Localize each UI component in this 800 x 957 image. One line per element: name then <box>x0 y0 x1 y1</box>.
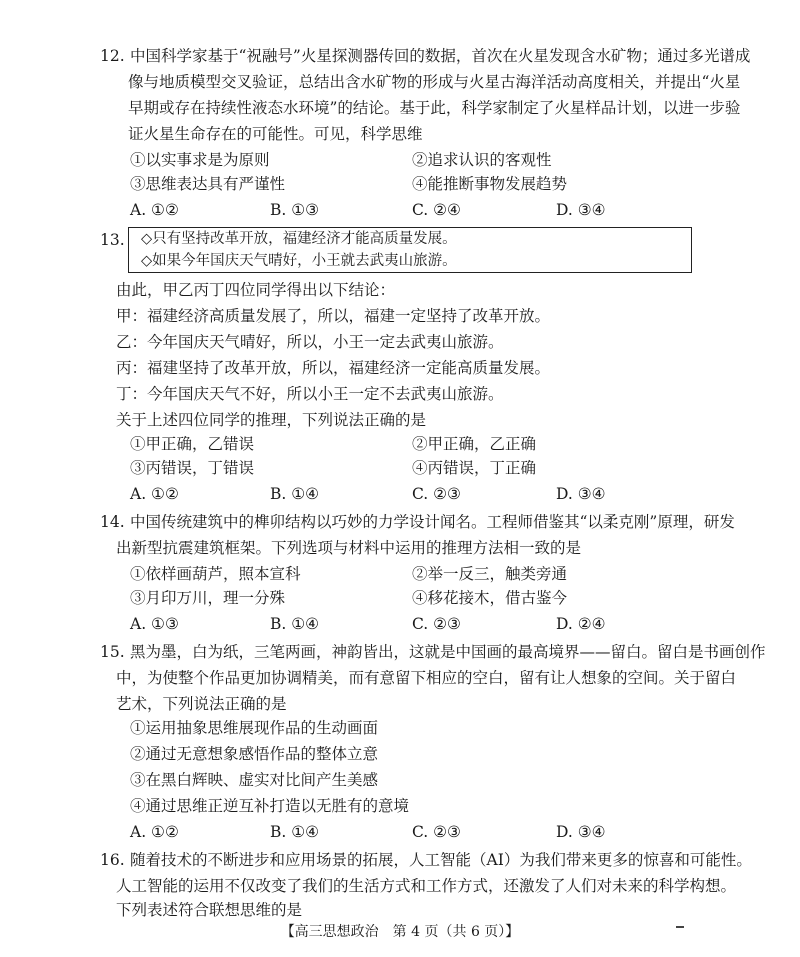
q12-choice-d: D. ③④ <box>556 201 606 219</box>
q12-choice-c: C. ②④ <box>412 201 461 219</box>
q13-stem-line-4: 丙：福建坚持了改革开放，所以，福建经济一定能高质量发展。 <box>116 359 551 377</box>
q12-stem-line-4: 证火星生命存在的可能性。可见，科学思维 <box>128 125 423 143</box>
q14-choice-b: B. ①④ <box>270 615 320 633</box>
q12-statement-1: ①以实事求是为原则 <box>130 151 270 169</box>
q13-statement-4: ④丙错误，丁正确 <box>412 459 537 477</box>
q13-statement-3: ③丙错误，丁错误 <box>130 459 255 477</box>
q15-statement-4: ④通过思维正逆互补打造以无胜有的意境 <box>130 797 410 815</box>
q14-choice-d: D. ②④ <box>556 615 606 633</box>
q12-statement-3: ③思维表达具有严谨性 <box>130 175 286 193</box>
q13-choice-c: C. ②③ <box>412 485 461 503</box>
page-mark <box>676 926 684 928</box>
q12-statement-2: ②追求认识的客观性 <box>412 151 552 169</box>
q13-stem-line-6: 关于上述四位同学的推理，下列说法正确的是 <box>116 411 427 429</box>
q16-stem-line-3: 下列表述符合联想思维的是 <box>116 901 303 919</box>
q16-number: 16. <box>100 851 125 869</box>
q16-stem-line-1: 随着技术的不断进步和应用场景的拓展，人工智能（AI）为我们带来更多的惊喜和可能性。 <box>130 851 752 869</box>
q14-choice-c: C. ②③ <box>412 615 461 633</box>
page-footer: 【高三思想政治 第 4 页（共 6 页）】 <box>280 924 520 940</box>
q15-statement-3: ③在黑白辉映、虚实对比间产生美感 <box>130 771 379 789</box>
q12-stem-line-1: 中国科学家基于“祝融号”火星探测器传回的数据，首次在火星发现含水矿物；通过多光谱成 <box>130 47 751 65</box>
q13-choice-d: D. ③④ <box>556 485 606 503</box>
q12-choice-b: B. ①③ <box>270 201 320 219</box>
q15-choice-a: A. ①② <box>130 823 179 841</box>
q14-number: 14. <box>100 513 125 531</box>
q14-choice-a: A. ①③ <box>130 615 179 633</box>
q12-number: 12. <box>100 47 125 65</box>
q15-stem-line-2: 中，为使整个作品更加协调精美，而有意留下相应的空白，留有让人想象的空间。关于留白 <box>116 669 737 687</box>
q15-number: 15. <box>100 643 125 661</box>
q15-choice-d: D. ③④ <box>556 823 606 841</box>
q13-choice-b: B. ①④ <box>270 485 320 503</box>
q15-stem-line-3: 艺术，下列说法正确的是 <box>116 695 287 713</box>
q14-stem-line-1: 中国传统建筑中的榫卯结构以巧妙的力学设计闻名。工程师借鉴其“以柔克刚”原理，研发 <box>130 513 735 531</box>
q13-statement-2: ②甲正确，乙正确 <box>412 435 537 453</box>
q16-stem-line-2: 人工智能的运用不仅改变了我们的生活方式和工作方式，还激发了人们对未来的科学构想。 <box>116 877 737 895</box>
q12-stem-line-2: 像与地质模型交叉验证，总结出含水矿物的形成与火星古海洋活动高度相关，并提出“火星 <box>128 73 741 91</box>
q13-number: 13. <box>100 231 125 249</box>
q13-material-box <box>128 227 692 273</box>
q12-choice-a: A. ①② <box>130 201 179 219</box>
q13-statement-1: ①甲正确，乙错误 <box>130 435 255 453</box>
q15-stem-line-1: 黑为墨，白为纸，三笔两画，神韵皆出，这就是中国画的最高境界——留白。留白是书画创作 <box>130 643 766 661</box>
q13-material-line-2: ◇如果今年国庆天气晴好，小王就去武夷山旅游。 <box>141 253 457 269</box>
q15-statement-2: ②通过无意想象感悟作品的整体立意 <box>130 745 379 763</box>
q14-statement-2: ②举一反三，触类旁通 <box>412 565 568 583</box>
q12-stem-line-3: 早期或存在持续性液态水环境”的结论。基于此，科学家制定了火星样品计划，以进一步验 <box>128 99 741 117</box>
q13-material-line-1: ◇只有坚持改革开放，福建经济才能高质量发展。 <box>141 231 457 247</box>
q13-stem-line-5: 丁：今年国庆天气不好，所以小王一定不去武夷山旅游。 <box>116 385 504 403</box>
q15-statement-1: ①运用抽象思维展现作品的生动画面 <box>130 719 379 737</box>
q13-stem-line-3: 乙：今年国庆天气晴好，所以，小王一定去武夷山旅游。 <box>116 333 504 351</box>
q15-choice-b: B. ①④ <box>270 823 320 841</box>
q13-stem-line-1: 由此，甲乙丙丁四位同学得出以下结论： <box>116 281 396 299</box>
q15-choice-c: C. ②③ <box>412 823 461 841</box>
q14-statement-1: ①依样画葫芦，照本宣科 <box>130 565 301 583</box>
q14-stem-line-2: 出新型抗震建筑框架。下列选项与材料中运用的推理方法相一致的是 <box>116 539 582 557</box>
q12-statement-4: ④能推断事物发展趋势 <box>412 175 568 193</box>
q14-statement-4: ④移花接木，借古鉴今 <box>412 589 568 607</box>
q14-statement-3: ③月印万川，理一分殊 <box>130 589 286 607</box>
q13-choice-a: A. ①② <box>130 485 179 503</box>
q13-stem-line-2: 甲：福建经济高质量发展了，所以，福建一定坚持了改革开放。 <box>116 307 551 325</box>
